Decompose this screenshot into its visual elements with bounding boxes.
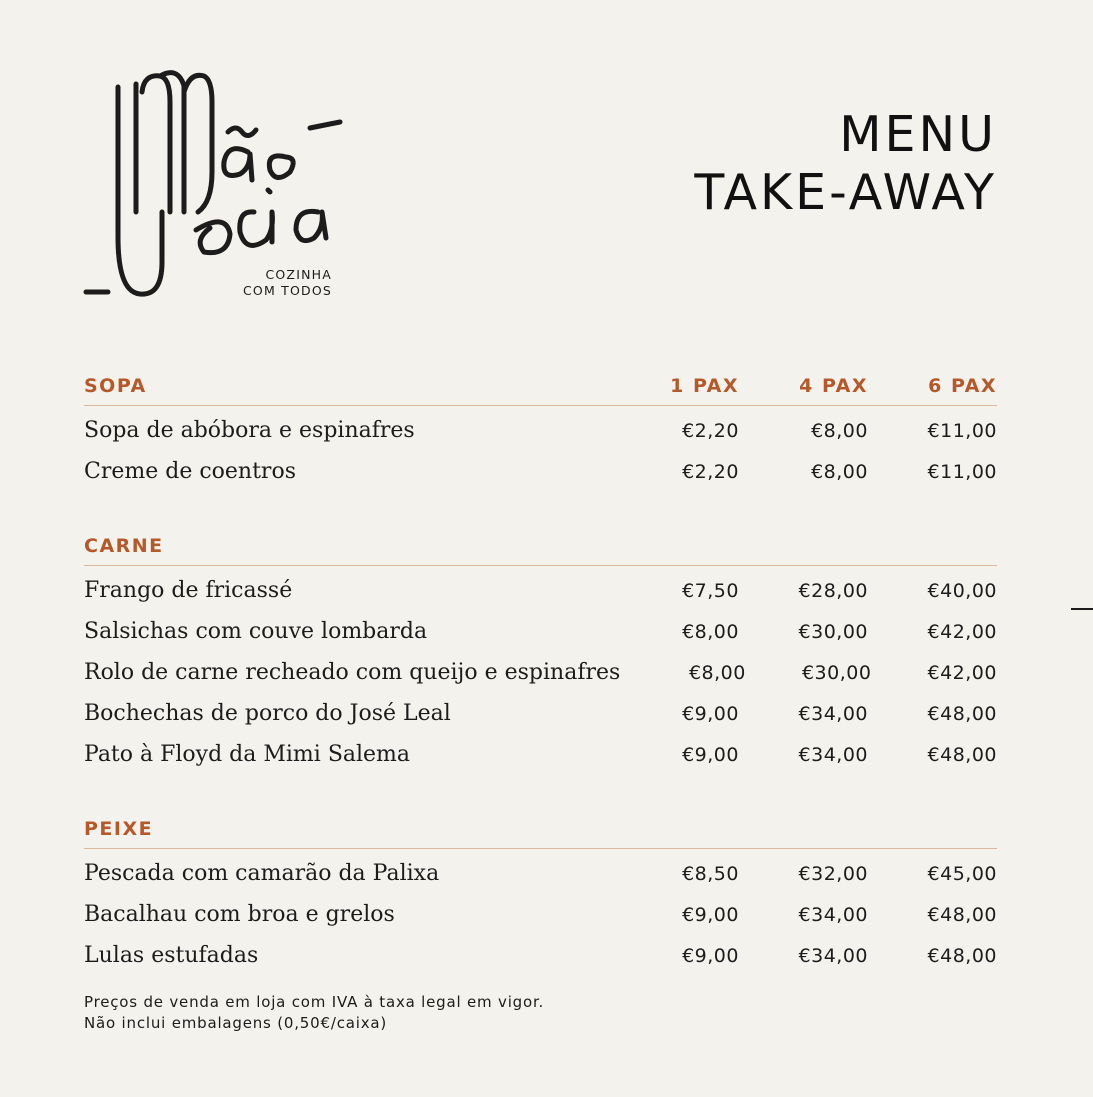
- edge-dash-mark: [1071, 608, 1093, 610]
- menu-item-row: [84, 935, 997, 976]
- price-6-pax: €42,00: [927, 661, 997, 684]
- item-name: Salsichas com couve lombarda: [84, 619, 428, 644]
- item-name: Creme de coentros: [84, 459, 296, 484]
- column-header-6-pax: 6 PAX: [928, 375, 997, 397]
- logo-tagline: [243, 267, 332, 299]
- item-name: Bacalhau com broa e grelos: [84, 902, 395, 927]
- price-1-pax: €7,50: [682, 579, 739, 602]
- menu-item-row: [84, 734, 997, 775]
- price-4-pax: €34,00: [798, 702, 868, 725]
- price-6-pax: €42,00: [927, 620, 997, 643]
- item-name: Frango de fricassé: [84, 578, 293, 603]
- tagline-line-1: COZINHA: [265, 267, 332, 282]
- section-peixe: [84, 803, 997, 976]
- price-4-pax: €34,00: [798, 944, 868, 967]
- price-4-pax: €30,00: [801, 661, 872, 684]
- section-title: SOPA: [84, 375, 147, 397]
- footnote: [84, 992, 544, 1034]
- price-1-pax: €9,00: [682, 702, 739, 725]
- price-1-pax: €2,20: [682, 419, 739, 442]
- price-4-pax: €34,00: [798, 743, 868, 766]
- section-header: [84, 803, 997, 849]
- item-name: Lulas estufadas: [84, 943, 259, 968]
- price-6-pax: €48,00: [927, 903, 997, 926]
- section-carne: [84, 520, 997, 775]
- item-name: Sopa de abóbora e espinafres: [84, 418, 415, 443]
- price-6-pax: €45,00: [927, 862, 997, 885]
- price-6-pax: €48,00: [927, 944, 997, 967]
- price-1-pax: €9,00: [682, 903, 739, 926]
- footnote-line-1: Preços de venda em loja com IVA à taxa legal em vigor.: [84, 993, 545, 1011]
- price-6-pax: €11,00: [927, 460, 997, 483]
- title-line-1: MENU: [839, 106, 997, 163]
- menu-table: [84, 360, 997, 1004]
- price-4-pax: €34,00: [798, 903, 868, 926]
- menu-item-row: [84, 611, 997, 652]
- menu-item-row: [84, 652, 997, 693]
- section-header: [84, 520, 997, 566]
- page-title: [694, 106, 997, 222]
- price-4-pax: €8,00: [811, 419, 868, 442]
- price-6-pax: €48,00: [927, 743, 997, 766]
- price-4-pax: €28,00: [798, 579, 868, 602]
- menu-item-row: [84, 410, 997, 451]
- section-title: PEIXE: [84, 818, 154, 840]
- price-1-pax: €2,20: [682, 460, 739, 483]
- menu-item-row: [84, 451, 997, 492]
- price-1-pax: €9,00: [682, 743, 739, 766]
- price-6-pax: €48,00: [927, 702, 997, 725]
- column-header-4-pax: 4 PAX: [799, 375, 868, 397]
- footnote-line-2: Não inclui embalagens (0,50€/caixa): [84, 1014, 388, 1032]
- price-6-pax: €40,00: [927, 579, 997, 602]
- price-1-pax: €8,50: [682, 862, 739, 885]
- item-name: Rolo de carne recheado com queijo e espinafres: [84, 660, 621, 685]
- title-line-2: TAKE-AWAY: [694, 164, 997, 221]
- section-sopa: [84, 360, 997, 492]
- item-name: Pescada com camarão da Palixa: [84, 861, 440, 886]
- brand-logo: [78, 62, 368, 312]
- price-4-pax: €30,00: [798, 620, 868, 643]
- section-header: [84, 360, 997, 406]
- menu-item-row: [84, 894, 997, 935]
- tagline-line-2: COM TODOS: [243, 283, 332, 298]
- menu-item-row: [84, 570, 997, 611]
- price-4-pax: €32,00: [798, 862, 868, 885]
- item-name: Pato à Floyd da Mimi Salema: [84, 742, 411, 767]
- menu-item-row: [84, 853, 997, 894]
- price-1-pax: €8,00: [682, 620, 739, 643]
- column-header-1-pax: 1 PAX: [670, 375, 739, 397]
- item-name: Bochechas de porco do José Leal: [84, 701, 451, 726]
- price-1-pax: €8,00: [688, 661, 746, 684]
- price-6-pax: €11,00: [927, 419, 997, 442]
- menu-item-row: [84, 693, 997, 734]
- price-1-pax: €9,00: [682, 944, 739, 967]
- section-title: CARNE: [84, 535, 164, 557]
- price-4-pax: €8,00: [811, 460, 868, 483]
